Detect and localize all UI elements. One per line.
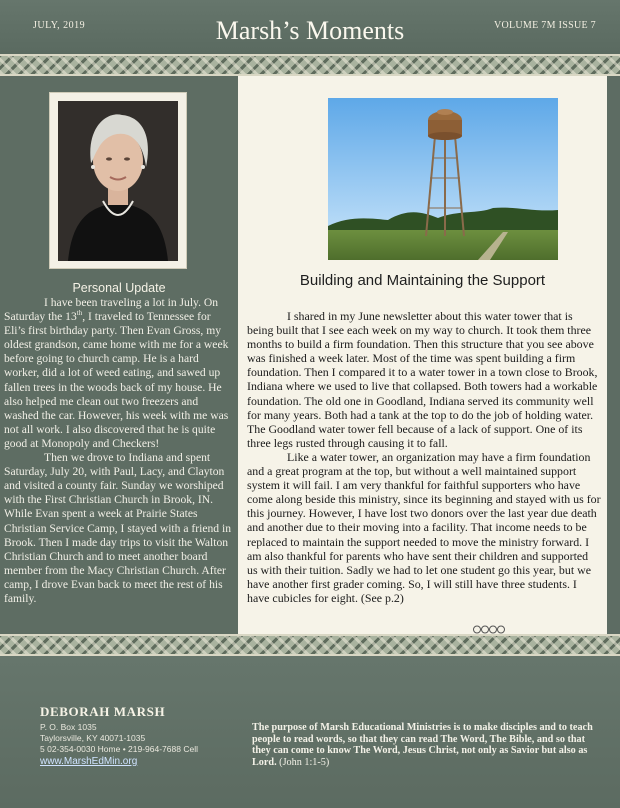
personal-paragraph-1: I have been traveling a lot in July. On Saturday the 13th, I traveled to Tennessee for Eli’s first birthday party. Then Evan Gross, my oldest grandson, came home with me for a week before going to church camp. He is a hard worker, did a lot of weed eating, and sawed up fallen trees in the woods back of my house. He also helped me clean out two freezers and washed the car. However, his week with me was not all work. I also discovered that he is quite good at Monopoly and Checkers! [4, 296, 229, 450]
article-paragraph-1: I shared in my June newsletter about this water tower that is being built that I see each week on my way to church. It took them three months to build a firm foundation. Then this structure that you see above was finished a week later. Most of the time was spent building a firm foundation. Then I compared it to a water tower in a town close to Brook, Indiana where we used to live that collapsed. Both towers had a workable foundation. The old one in Goodland, Indiana served its community well for many years. Both had a tank at the top to do the job of holding water. The Goodland water tower fell because of a lack of support. One of its three legs rusted through causing it to fall. [247, 309, 598, 450]
personal-paragraph-2: Then we drove to Indiana and spent Saturday, July 20, with Paul, Lacy, and Clayton and visited a county fair. Sunday we worshiped with the First Christian Church in Brook, IN. While Evan spent a week at Prairie States Christian Service Camp, I stayed with a friend in Brook. Then I made day trips to visit the Walton Christian Church and to meet another board member from the Macy Christian Church. After camp, I drove Evan back to meet the rest of his family. [4, 451, 231, 605]
portrait-illustration [58, 101, 178, 261]
article-heading: Building and Maintaining the Support [299, 272, 546, 289]
issue-volume: VOLUME 7M ISSUE 7 [493, 20, 596, 31]
decorative-band-bottom [0, 634, 620, 656]
newsletter-footer [0, 656, 620, 808]
personal-update-column [0, 76, 238, 634]
divider-ornament-icon [469, 625, 509, 634]
contact-phones: 5 02-354-0030 Home • 219-964-7688 Cell [40, 744, 198, 754]
contact-address-line-2: Taylorsville, KY 40071-1035 [40, 733, 146, 743]
personal-update-text [4, 296, 234, 606]
article-column [238, 76, 607, 634]
water-tower-illustration [328, 98, 558, 260]
mission-scripture-ref: (John 1:1-5) [279, 756, 330, 768]
decorative-band-top [0, 54, 620, 76]
portrait-photo [58, 101, 178, 261]
mission-statement: The purpose of Marsh Educational Ministries is to make disciples and to teach people to read words, so that they can read The Word, The Bible, and so that they can come to know The Word, Jesus Christ, not only as Savior but also as Lord. (John 1:1-5) [252, 722, 593, 768]
newsletter-header [0, 0, 620, 54]
personal-update-heading: Personal Update [72, 281, 166, 295]
article-text [247, 309, 601, 605]
portrait-frame [49, 92, 187, 269]
issue-date: JULY, 2019 [33, 20, 86, 31]
contact-name: DEBORAH MARSH [40, 704, 166, 719]
article-paragraph-2: Like a water tower, an organization may have a firm foundation and a great program at the top, but without a well maintained support system it will fail. I am very thankful for faithful supporters who have come along beside this ministry, since its beginning and stayed with us for this journey. However, I have lost two donors over the last year due death and another due to their moving into a facility. That income needs to be replaced to maintain the support needed to move the ministry forward. I am also thankful for parents who have sent their children and supported us with their tuition. Sadly we had to let one student go this year, but we have another first grader coming. So, I will still have three students. I have cubicles for eight. (See p.2) [247, 449, 601, 605]
newsletter-title: Marsh’s Moments [215, 16, 405, 45]
contact-address-line-1: P. O. Box 1035 [40, 722, 97, 732]
water-tower-photo [328, 98, 558, 260]
website-link[interactable]: www.MarshEdMin.org [40, 756, 138, 767]
